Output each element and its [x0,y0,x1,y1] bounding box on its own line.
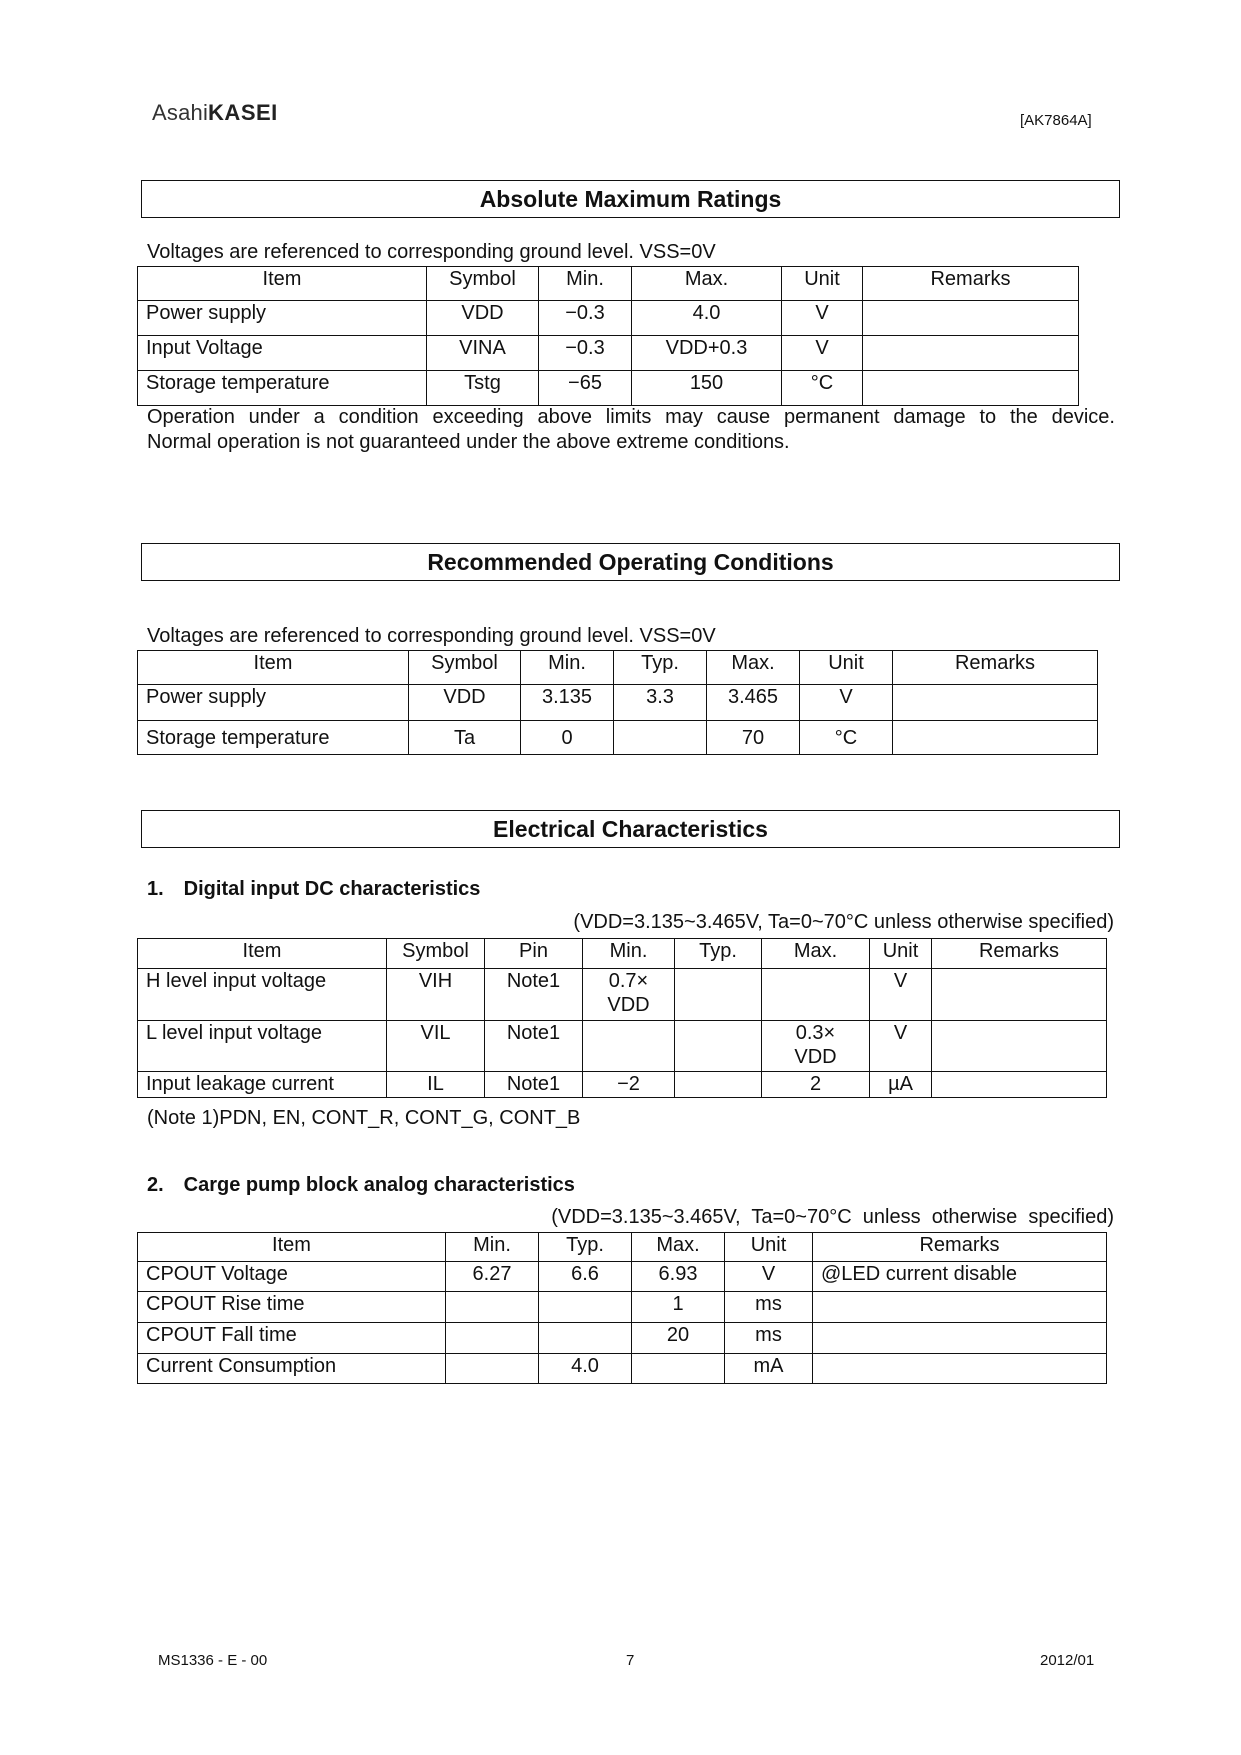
item-cell: CPOUT Fall time [138,1323,446,1354]
header-cell: Item [138,1233,446,1262]
table-row [138,336,1079,371]
recommended-conditions-table [137,650,1098,755]
remarks-cell [813,1323,1107,1354]
header-cell: Item [138,267,427,301]
min-cell [446,1323,539,1354]
unit-cell: °C [782,371,863,406]
header-cell: Min. [446,1233,539,1262]
header-cell: Remarks [863,267,1079,301]
max-cell: 1 [632,1292,725,1323]
table-header-row [138,939,1107,969]
table-row [138,1262,1107,1292]
pin-cell: Note1 [485,1021,583,1072]
unit-cell: V [782,336,863,371]
typ-cell: 3.3 [614,685,707,721]
header-cell: Max. [762,939,870,969]
table-row [138,1354,1107,1384]
typ-cell [675,1072,762,1098]
subsection-heading-digital-input: 1. Digital input DC characteristics [147,878,481,900]
typ-cell [675,1021,762,1072]
min-cell: −0.3 [539,336,632,371]
header-cell: Unit [725,1233,813,1262]
table-row [138,685,1098,721]
remarks-cell [932,1021,1107,1072]
item-cell: CPOUT Rise time [138,1292,446,1323]
header-cell: Symbol [409,651,521,685]
remarks-cell [932,1072,1107,1098]
item-cell: Current Consumption [138,1354,446,1384]
digital-input-table [137,938,1107,1098]
unit-cell: V [725,1262,813,1292]
max-cell: 4.0 [632,301,782,336]
header-cell: Unit [870,939,932,969]
operation-warning [147,405,1115,455]
remarks-cell [863,301,1079,336]
charge-pump-table [137,1232,1107,1384]
warning-line-1: Operation under a condition exceeding above limits may cause permanent damage to the device. [147,406,1115,428]
typ-cell: 4.0 [539,1354,632,1384]
header-cell: Symbol [427,267,539,301]
min-coefficient: 0.7× [608,970,649,992]
symbol-cell: VDD [409,685,521,721]
footer-doc-number: MS1336 - E - 00 [158,1652,268,1669]
header-cell: Pin [485,939,583,969]
min-cell: −0.3 [539,301,632,336]
item-cell: Storage temperature [138,371,427,406]
remarks-cell [893,721,1098,755]
item-cell: Input Voltage [138,336,427,371]
typ-cell: 6.6 [539,1262,632,1292]
remarks-cell [863,371,1079,406]
header-cell: Item [138,939,387,969]
section-title-recommended: Recommended Operating Conditions [141,543,1120,581]
table-row [138,1323,1107,1354]
header-cell: Typ. [614,651,707,685]
pin-cell: Note1 [485,969,583,1021]
max-coefficient: 0.3× [795,1022,836,1044]
min-cell [446,1354,539,1384]
unit-cell: µA [870,1072,932,1098]
footer-date: 2012/01 [1040,1652,1095,1669]
typ-cell [539,1292,632,1323]
typ-cell [539,1323,632,1354]
max-cell: 2 [762,1072,870,1098]
unit-cell: V [870,1021,932,1072]
logo-text-bold: KASEI [208,100,278,125]
symbol-cell: Ta [409,721,521,755]
item-cell: Power supply [138,685,409,721]
voltage-reference-note: Voltages are referenced to corresponding ground level. VSS=0V [147,241,716,263]
table-row [138,721,1098,755]
logo-text-regular: Asahi [152,100,209,125]
header-cell: Max. [707,651,800,685]
unit-cell: V [800,685,893,721]
min-vdd-label: VDD [607,994,650,1016]
voltage-reference-note: Voltages are referenced to corresponding ground level. VSS=0V [147,625,716,647]
max-cell: 3.465 [707,685,800,721]
header-cell: Remarks [932,939,1107,969]
remarks-cell [893,685,1098,721]
symbol-cell: Tstg [427,371,539,406]
symbol-cell: IL [387,1072,485,1098]
min-cell [583,1021,675,1072]
test-condition: (VDD=3.135~3.465V, Ta=0~70°C unless otherwise specified) [551,1206,1114,1228]
item-cell: Power supply [138,301,427,336]
min-cell [583,969,675,1021]
max-cell [762,969,870,1021]
min-cell [446,1292,539,1323]
page-number: 7 [626,1652,635,1669]
min-cell: 0 [521,721,614,755]
symbol-cell: VIL [387,1021,485,1072]
symbol-cell: VINA [427,336,539,371]
max-vdd-label: VDD [794,1046,837,1068]
item-cell: Input leakage current [138,1072,387,1098]
min-cell: 6.27 [446,1262,539,1292]
item-cell: Storage temperature [138,721,409,755]
remarks-cell [813,1292,1107,1323]
table-row [138,1072,1107,1098]
unit-cell: mA [725,1354,813,1384]
document-id: [AK7864A] [1020,112,1092,129]
item-cell: L level input voltage [138,1021,387,1072]
symbol-cell: VIH [387,969,485,1021]
pin-note: (Note 1)PDN, EN, CONT_R, CONT_G, CONT_B [147,1107,581,1129]
table-row [138,301,1079,336]
remarks-cell [932,969,1107,1021]
pin-cell: Note1 [485,1072,583,1098]
header-cell: Max. [632,1233,725,1262]
header-cell: Remarks [893,651,1098,685]
min-cell: 3.135 [521,685,614,721]
header-cell: Typ. [675,939,762,969]
max-cell: 6.93 [632,1262,725,1292]
min-cell: −2 [583,1072,675,1098]
max-cell: 70 [707,721,800,755]
header-cell: Max. [632,267,782,301]
table-row [138,1292,1107,1323]
header-cell: Min. [539,267,632,301]
remarks-cell [863,336,1079,371]
header-cell: Min. [583,939,675,969]
section-title-absolute-max: Absolute Maximum Ratings [141,180,1120,218]
min-cell: −65 [539,371,632,406]
item-cell: CPOUT Voltage [138,1262,446,1292]
table-header-row [138,1233,1107,1262]
test-condition: (VDD=3.135~3.465V, Ta=0~70°C unless otherwise specified) [573,911,1114,933]
header-cell: Symbol [387,939,485,969]
header-cell: Typ. [539,1233,632,1262]
table-row [138,969,1107,1021]
typ-cell [675,969,762,1021]
table-header-row [138,267,1079,301]
max-cell: 20 [632,1323,725,1354]
unit-cell: V [782,301,863,336]
unit-cell: °C [800,721,893,755]
company-logo [152,100,278,126]
max-cell: VDD+0.3 [632,336,782,371]
unit-cell: ms [725,1292,813,1323]
typ-cell [614,721,707,755]
header-cell: Item [138,651,409,685]
header-cell: Unit [782,267,863,301]
table-row [138,1021,1107,1072]
symbol-cell: VDD [427,301,539,336]
max-cell: 150 [632,371,782,406]
unit-cell: ms [725,1323,813,1354]
header-cell: Remarks [813,1233,1107,1262]
unit-cell: V [870,969,932,1021]
table-row [138,371,1079,406]
remarks-cell: @LED current disable [813,1262,1107,1292]
header-cell: Min. [521,651,614,685]
subsection-heading-charge-pump: 2. Carge pump block analog characteristics [147,1174,575,1196]
header-cell: Unit [800,651,893,685]
table-header-row [138,651,1098,685]
item-cell: H level input voltage [138,969,387,1021]
max-cell [762,1021,870,1072]
max-cell [632,1354,725,1384]
absolute-max-table [137,266,1079,406]
section-title-electrical: Electrical Characteristics [141,810,1120,848]
remarks-cell [813,1354,1107,1384]
warning-line-2: Normal operation is not guaranteed under the above extreme conditions. [147,431,790,453]
